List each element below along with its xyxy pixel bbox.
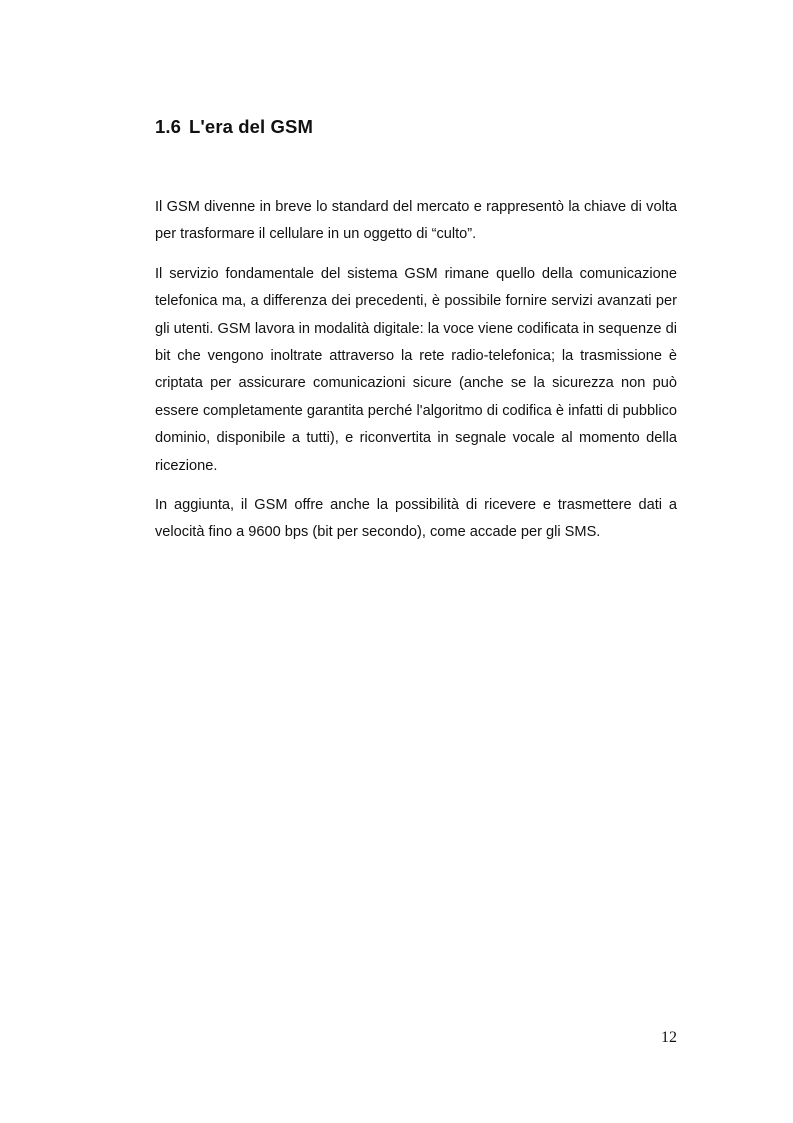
- paragraph-3: In aggiunta, il GSM offre anche la possibilità di ricevere e trasmettere dati a velocità fino a 9600 bps (bit per secondo), come accade per gli SMS.: [155, 497, 677, 541]
- paragraph-2: Il servizio fondamentale del sistema GSM rimane quello della comunicazione telefonica ma, a differenza dei precedenti, è possibile fornire servizi avanzati per gli utenti. GSM lavora in modalità digitale: la voce viene codificata in sequenze di bit che vengono inoltrate attraverso la rete radio-telefonica; la trasmissione è criptata per assicurare comunicazioni sicure (anche se la sicurezza non può essere completamente garantita perché l'algoritmo di codifica è infatti di pubblico dominio, disponibile a tutti), e riconvertita in segnale vocale al momento della ricezione.: [155, 265, 677, 474]
- section-number: 1.6: [155, 116, 182, 137]
- section-title: L'era del GSM: [189, 116, 313, 137]
- section-heading: [155, 116, 313, 138]
- page-number: 12: [661, 1029, 677, 1046]
- body-text: [155, 194, 677, 559]
- paragraph-1: Il GSM divenne in breve lo standard del mercato e rappresentò la chiave di volta per trasformare il cellulare in un oggetto di “culto”.: [155, 199, 677, 243]
